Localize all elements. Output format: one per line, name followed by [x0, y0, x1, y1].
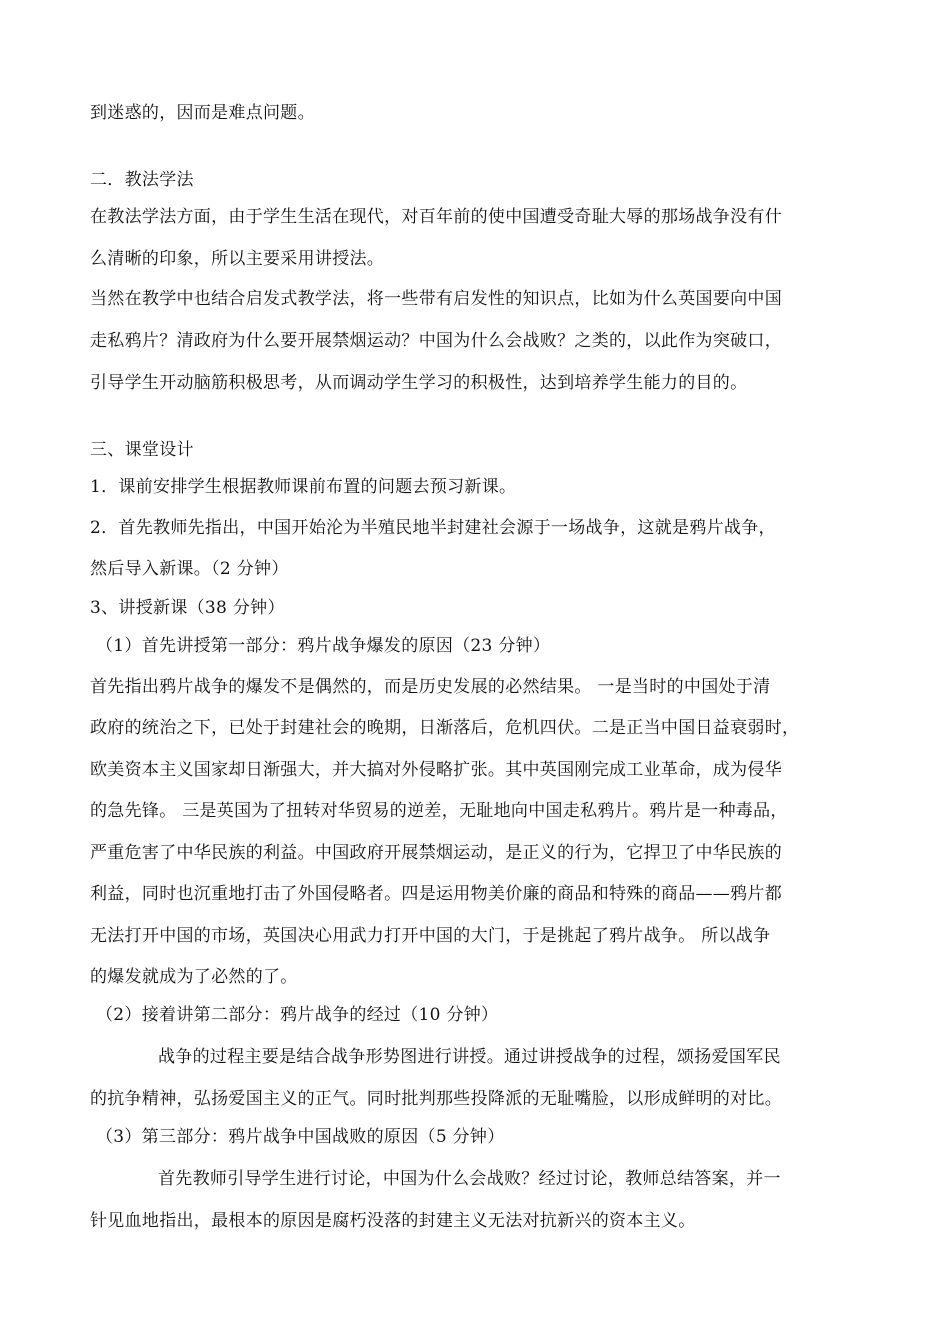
text-line: 引导学生开动脑筋积极思考，从而调动学生学习的积极性，达到培养学生能力的目的。: [90, 373, 748, 393]
text-line: 2．首先教师先指出，中国开始沦为半殖民地半封建社会源于一场战争，这就是鸦片战争，: [90, 518, 776, 538]
subsection-heading: （3）第三部分：鸦片战争中国战败的原因（5 分钟）: [96, 1127, 505, 1147]
text-line: 么清晰的印象，所以主要采用讲授法。: [90, 249, 385, 269]
text-line: 1．课前安排学生根据教师课前布置的问题去预习新课。: [90, 477, 517, 497]
subsection-heading: （2）接着讲第二部分：鸦片战争的经过（10 分钟）: [96, 1005, 499, 1025]
text-line: 走私鸦片？清政府为什么要开展禁烟运动？中国为什么会战败？之类的，以此作为突破口，: [90, 331, 782, 351]
text-line: 的抗争精神，弘扬爱国主义的正气。同时批判那些投降派的无耻嘴脸，以形成鲜明的对比。: [90, 1089, 782, 1109]
text-line: 战争的过程主要是结合战争形势图进行讲授。通过讲授战争的过程，颂扬爱国军民: [158, 1047, 781, 1067]
text-line: 的爆发就成为了必然的了。: [90, 967, 298, 987]
section-heading: 二．教法学法: [90, 170, 194, 190]
subsection-heading: 3、讲授新课（38 分钟）: [90, 598, 285, 618]
text-line: 的急先锋。 三是英国为了扭转对华贸易的逆差，无耻地向中国走私鸦片。鸦片是一种毒品，: [90, 801, 788, 821]
text-line: 首先教师引导学生进行讨论，中国为什么会战败？经过讨论，教师总结答案，并一: [158, 1169, 781, 1189]
text-line: 到迷惑的，因而是难点问题。: [90, 103, 315, 123]
text-line: 欧美资本主义国家却日渐强大，并大搞对外侵略扩张。其中英国刚完成工业革命，成为侵华: [90, 760, 782, 780]
text-line: 然后导入新课。（2 分钟）: [90, 559, 289, 579]
text-line: 首先指出鸦片战争的爆发不是偶然的，而是历史发展的必然结果。 一是当时的中国处于清: [90, 677, 771, 697]
text-line: 严重危害了中华民族的利益。中国政府开展禁烟运动，是正义的行为，它捍卫了中华民族的: [90, 843, 782, 863]
subsection-heading: （1）首先讲授第一部分：鸦片战争爆发的原因（23 分钟）: [96, 636, 551, 656]
text-line: 针见血地指出，最根本的原因是腐朽没落的封建主义无法对抗新兴的资本主义。: [90, 1211, 696, 1231]
text-line: 无法打开中国的市场，英国决心用武力打开中国的大门，于是挑起了鸦片战争。 所以战争: [90, 926, 771, 946]
section-heading: 三、课堂设计: [90, 440, 194, 460]
text-line: 在教法学法方面，由于学生生活在现代，对百年前的使中国遭受奇耻大辱的那场战争没有什: [90, 207, 782, 227]
text-line: 当然在教学中也结合启发式教学法，将一些带有启发性的知识点，比如为什么英国要向中国: [90, 289, 782, 309]
text-line: 利益，同时也沉重地打击了外国侵略者。四是运用物美价廉的商品和特殊的商品——鸦片都: [90, 884, 782, 904]
text-line: 政府的统治之下，已处于封建社会的晚期，日渐落后，危机四伏。二是正当中国日益衰弱时，: [90, 718, 800, 738]
